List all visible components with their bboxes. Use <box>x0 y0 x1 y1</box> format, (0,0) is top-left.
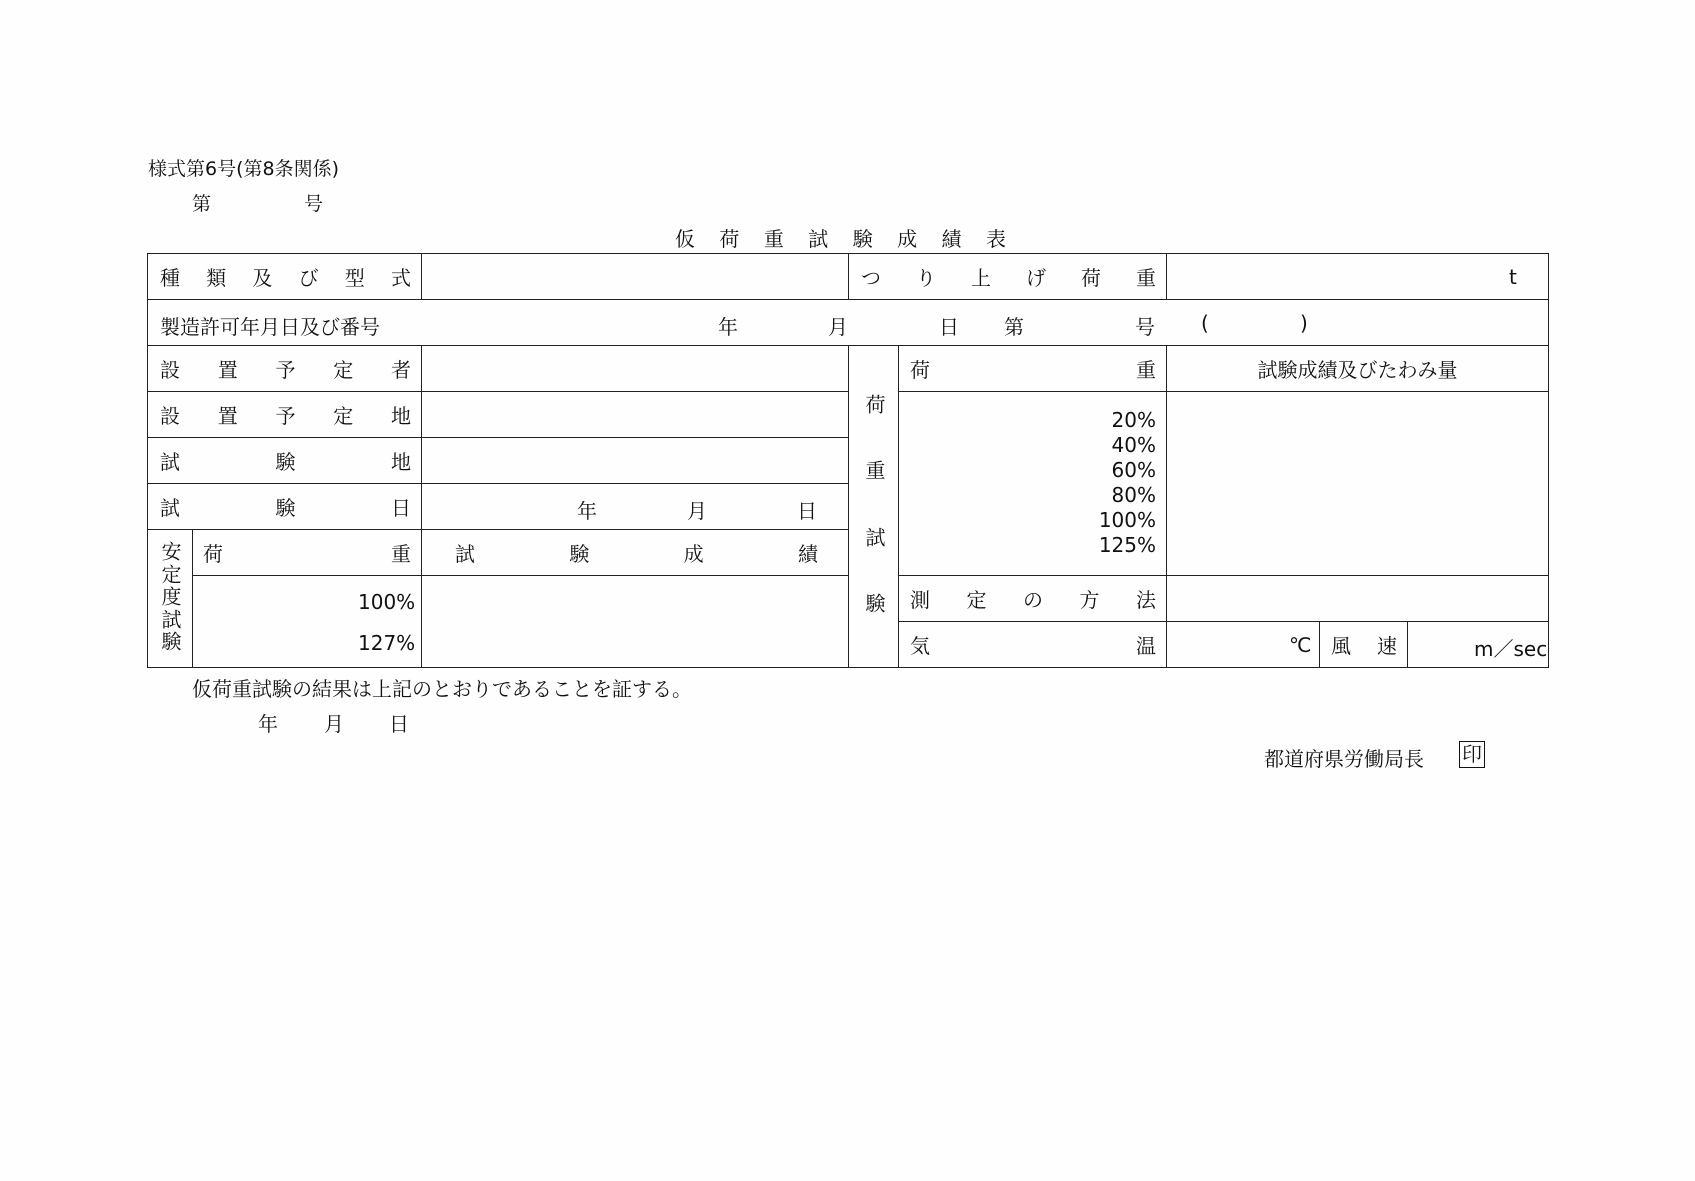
test-date-year: 年 <box>577 499 597 523</box>
load-percent-list <box>1060 408 1156 558</box>
installer-field[interactable] <box>422 346 848 391</box>
test-date-month: 月 <box>687 499 707 523</box>
footer-month: 月 <box>324 712 344 736</box>
load-test-label: 荷 重 試 験 <box>862 394 886 613</box>
footer-day: 日 <box>389 712 409 736</box>
load-percent-80: 80% <box>1111 483 1156 507</box>
temperature-unit: ℃ <box>1289 633 1312 657</box>
permit-paren-open: ( <box>1201 311 1209 335</box>
form-number: 様式第6号(第8条関係) <box>148 158 340 180</box>
stability-load-127: 127% <box>358 631 416 655</box>
stability-test-label: 安 定 度 試 験 <box>158 541 182 651</box>
load-percent-125: 125% <box>1098 533 1156 557</box>
load-percent-100: 100% <box>1098 508 1156 532</box>
test-date-label: 試 験 日 <box>160 496 411 520</box>
permit-year-label: 年 <box>718 315 738 339</box>
load-test-result-header: 試験成績及びたわみ量 <box>1257 358 1458 382</box>
load-percent-60: 60% <box>1111 458 1156 482</box>
authority: 都道府県労働局長 <box>1264 747 1424 771</box>
permit-number-suffix: 号 <box>1135 315 1155 339</box>
seal-mark: 印 <box>1459 741 1485 768</box>
permit-month-label: 月 <box>828 315 848 339</box>
test-site-label: 試 験 地 <box>160 450 411 474</box>
lift-load-field[interactable] <box>1167 254 1548 299</box>
test-date-field[interactable] <box>422 484 848 529</box>
lift-load-label: つ り 上 げ 荷 重 <box>861 266 1156 290</box>
load-percent-20: 20% <box>1111 408 1156 432</box>
wind-speed-label: 風 速 <box>1331 634 1397 658</box>
lift-load-unit: t <box>1509 265 1517 289</box>
type-model-field[interactable] <box>422 254 848 299</box>
location-field[interactable] <box>422 392 848 437</box>
document-title: 仮 荷 重 試 験 成 績 表 <box>675 226 1006 251</box>
footer-year: 年 <box>258 712 278 736</box>
temperature-label: 気 温 <box>910 634 1156 658</box>
permit-label: 製造許可年月日及び番号 <box>160 315 380 339</box>
permit-day-label: 日 <box>939 315 959 339</box>
wind-speed-unit: m／sec <box>1474 637 1548 661</box>
stability-load-100: 100% <box>358 590 416 614</box>
document-number-prefix: 第 <box>192 193 212 215</box>
load-percent-40: 40% <box>1111 433 1156 457</box>
permit-number-prefix: 第 <box>1004 315 1024 339</box>
document-number-suffix: 号 <box>304 193 324 215</box>
installer-label: 設 置 予 定 者 <box>160 358 411 382</box>
stability-result-field[interactable] <box>422 576 848 667</box>
stability-load-header: 荷 重 <box>203 542 411 566</box>
stability-result-header: 試 験 成 績 <box>455 542 818 566</box>
permit-date-number-field[interactable] <box>422 300 1548 345</box>
certification-text: 仮荷重試験の結果は上記のとおりであることを証する。 <box>192 677 692 701</box>
measurement-method-label: 測 定 の 方 法 <box>910 588 1156 612</box>
permit-paren-close: ) <box>1300 311 1308 335</box>
load-test-load-header: 荷 重 <box>910 358 1156 382</box>
location-label: 設 置 予 定 地 <box>160 404 411 428</box>
type-model-label: 種 類 及 び 型 式 <box>160 266 411 290</box>
load-test-result-field[interactable] <box>1167 392 1548 575</box>
test-date-day: 日 <box>797 499 817 523</box>
measurement-method-field[interactable] <box>1167 576 1548 621</box>
test-site-field[interactable] <box>422 438 848 483</box>
